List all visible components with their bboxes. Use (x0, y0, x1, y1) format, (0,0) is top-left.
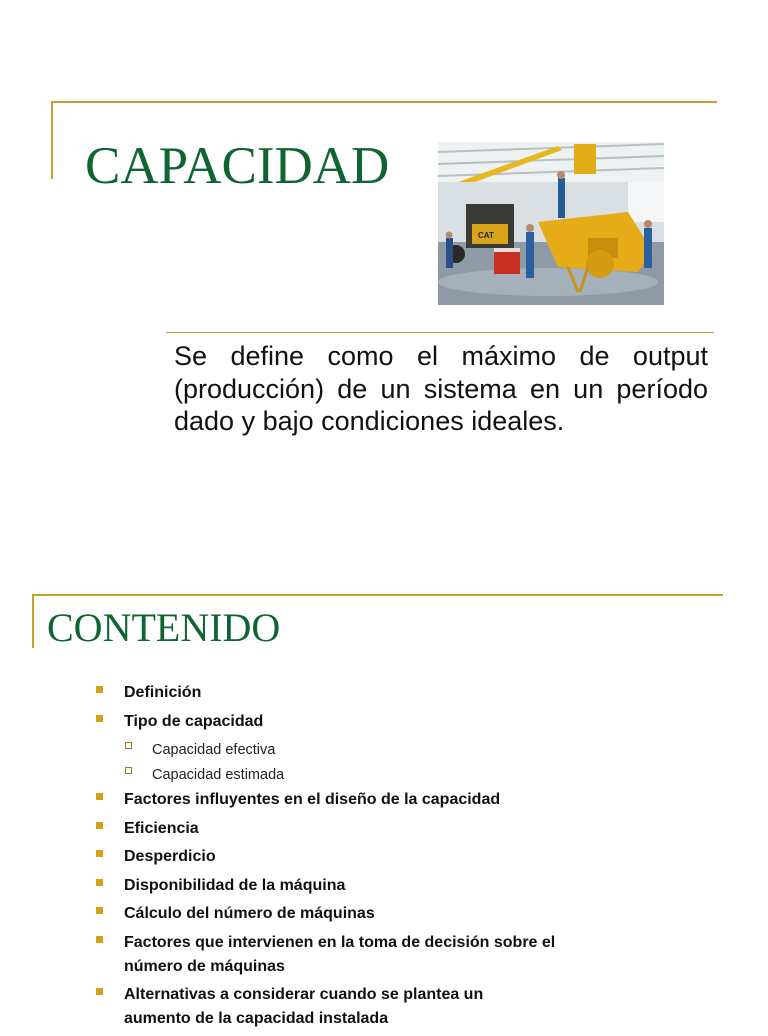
list-item-label: Alternativas a considerar cuando se plantea un aumento de la capacidad instalada (124, 986, 484, 1027)
list-item (96, 931, 564, 979)
list-item-label: Definición (124, 684, 202, 701)
list-subitem-label: Capacidad efectiva (152, 742, 276, 758)
square-bullet-icon (96, 879, 103, 886)
list-item-label: Factores que intervienen en la toma de decisión sobre el número de máquinas (124, 933, 556, 975)
list-item-label: Disponibilidad de la máquina (124, 876, 346, 894)
list-subitem (96, 763, 576, 787)
square-bullet-icon (96, 793, 103, 800)
title-top-rule (51, 101, 717, 103)
list-item-label: Eficiencia (124, 819, 199, 837)
contents-list (96, 681, 576, 1036)
factory-photo (438, 142, 664, 305)
definition-top-rule (166, 332, 714, 333)
square-bullet-icon (96, 686, 103, 693)
title-top-rule (32, 594, 723, 596)
hollow-square-bullet-icon (125, 767, 132, 774)
list-item (96, 874, 576, 898)
square-bullet-icon (96, 988, 103, 995)
capacity-definition: Se define como el máximo de output (producción) de un sistema en un período dado y bajo condiciones ideales. (174, 341, 708, 436)
square-bullet-icon (96, 850, 103, 857)
list-item-label: Desperdicio (124, 848, 216, 865)
list-subitem (96, 738, 576, 762)
title-left-rule (51, 101, 53, 179)
list-item-label: Factores influyentes en el diseño de la capacidad (124, 791, 501, 808)
hollow-square-bullet-icon (125, 742, 132, 749)
list-item (96, 817, 576, 841)
list-item (96, 681, 576, 705)
svg-text:CAT: CAT (478, 231, 494, 240)
square-bullet-icon (96, 715, 103, 722)
list-item (96, 845, 576, 869)
square-bullet-icon (96, 822, 103, 829)
slide-title: CAPACIDAD (85, 137, 390, 195)
list-item-label: Tipo de capacidad (124, 712, 264, 730)
list-item (96, 710, 576, 734)
slide-title: CONTENIDO (47, 605, 281, 650)
square-bullet-icon (96, 936, 103, 943)
list-item (96, 902, 576, 926)
list-item-label: Cálculo del número de máquinas (124, 905, 375, 922)
title-left-rule (32, 594, 34, 648)
list-subitem-label: Capacidad estimada (152, 767, 285, 783)
square-bullet-icon (96, 907, 103, 914)
list-item (96, 788, 576, 812)
